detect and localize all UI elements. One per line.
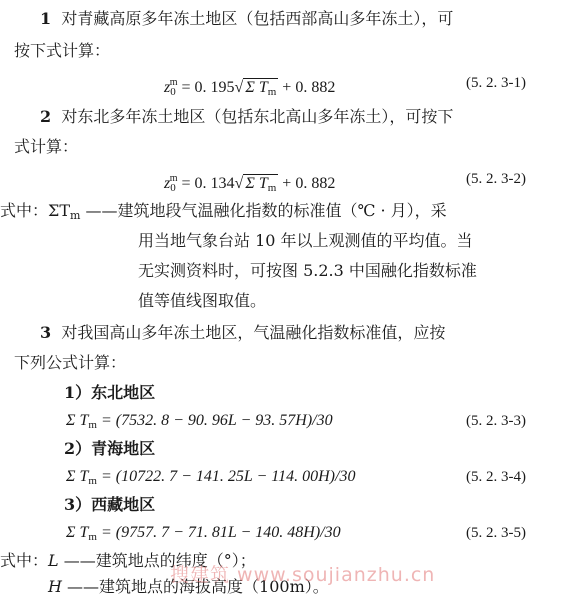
eq1-lhs-sup: m bbox=[169, 77, 178, 88]
eq1-lhs-sub: 0 bbox=[170, 86, 176, 98]
definition-1-line-3: 无实测资料时，可按图 5.2.3 中国融化指数标准 bbox=[138, 261, 477, 280]
eq1-const: + 0. 882 bbox=[278, 79, 336, 96]
eq2-lhs: z bbox=[164, 175, 171, 192]
region-1-equation bbox=[66, 410, 333, 436]
eq2-coef: = 0. 134 bbox=[177, 175, 235, 192]
region-3-equation bbox=[66, 522, 341, 548]
r1-expr: = (7532. 8 − 90. 96L − 93. 57H)/30 bbox=[96, 412, 333, 429]
item-1-text: 对青藏高原多年冻土地区（包括西部高山多年冻土），可 bbox=[61, 9, 454, 28]
r2-lhs-sub: m bbox=[88, 475, 97, 487]
r3-lhs: Σ T bbox=[66, 524, 89, 541]
item-1-number: 1 bbox=[40, 9, 52, 28]
item-3-line-1 bbox=[40, 322, 445, 344]
eq2-radicand bbox=[243, 174, 278, 197]
def2-l-text: ——建筑地点的纬度（°）； bbox=[58, 551, 256, 570]
region-2-number: (5. 2. 3-4) bbox=[466, 469, 526, 485]
region-1-number: (5. 2. 3-3) bbox=[466, 413, 526, 429]
item-2-line-1 bbox=[40, 106, 453, 128]
equation-2: $z_0^m = 0$. 134√ Σ $T_m + 0$. 882 bbox=[164, 168, 335, 199]
item-1-line-2: 按下式计算： bbox=[14, 41, 111, 60]
definition-1-line-4: 值等值线图取值。 bbox=[138, 291, 267, 310]
eq2-lhs-sup: m bbox=[169, 173, 178, 184]
eq2-rad-text: Σ T bbox=[245, 175, 268, 192]
definition-1-line-2: 用当地气象台站 10 年以上观测值的平均值。当 bbox=[138, 231, 473, 250]
item-2-text: 对东北多年冻土地区（包括东北高山多年冻土），可按下 bbox=[61, 107, 454, 126]
def1-prefix-sub: m bbox=[70, 209, 81, 222]
item-3-text: 对我国高山多年冻土地区，气温融化指数标准值，应按 bbox=[61, 323, 446, 342]
region-1-label: 1）东北地区 bbox=[64, 383, 156, 402]
eq2-number: (5. 2. 3-2) bbox=[466, 171, 526, 187]
watermark: 搜建筑 www.soujianzhu.cn bbox=[170, 564, 436, 586]
eq2-rad-sub: m bbox=[267, 182, 277, 194]
item-3-number: 3 bbox=[40, 323, 52, 342]
def2-var-h: H bbox=[48, 577, 62, 596]
eq1-radicand bbox=[243, 78, 278, 101]
def2-var-l: L bbox=[48, 551, 59, 570]
def2-h-text: ——建筑地点的海拔高度（100m）。 bbox=[61, 577, 329, 596]
def1-prefix: 式中：ΣT bbox=[0, 201, 70, 220]
region-3-label: 3）西藏地区 bbox=[64, 495, 156, 514]
r3-expr: = (9757. 7 − 71. 81L − 140. 48H)/30 bbox=[96, 524, 341, 541]
r1-lhs-sub: m bbox=[88, 419, 97, 431]
definition-1-line-1 bbox=[0, 200, 447, 227]
eq2-lhs-sub: 0 bbox=[170, 182, 176, 194]
r1-lhs: Σ T bbox=[66, 412, 89, 429]
item-2-line-2: 式计算： bbox=[14, 137, 79, 156]
eq1-number: (5. 2. 3-1) bbox=[466, 75, 526, 91]
region-2-equation bbox=[66, 466, 355, 492]
eq1-rad-text: Σ T bbox=[245, 79, 268, 96]
item-1-line-1 bbox=[40, 8, 453, 30]
region-3-number: (5. 2. 3-5) bbox=[466, 525, 526, 541]
r2-lhs: Σ T bbox=[66, 468, 89, 485]
eq1-rad-sub: m bbox=[267, 86, 277, 98]
r2-expr: = (10722. 7 − 141. 25L − 114. 00H)/30 bbox=[96, 468, 356, 485]
item-3-line-2: 下列公式计算： bbox=[14, 353, 127, 372]
item-2-number: 2 bbox=[40, 107, 52, 126]
r3-lhs-sub: m bbox=[88, 531, 97, 543]
def2-prefix: 式中： bbox=[0, 551, 49, 570]
eq2-const: + 0. 882 bbox=[278, 175, 336, 192]
def1-text: ——建筑地段气温融化指数的标准值（℃ · 月），采 bbox=[80, 201, 447, 220]
eq1-lhs: z bbox=[164, 79, 171, 96]
eq1-coef: = 0. 195 bbox=[177, 79, 235, 96]
region-2-label: 2）青海地区 bbox=[64, 439, 156, 458]
equation-1: $z_0^m = 0$. 195√ Σ $T_m + 0$. 882 bbox=[164, 72, 335, 103]
